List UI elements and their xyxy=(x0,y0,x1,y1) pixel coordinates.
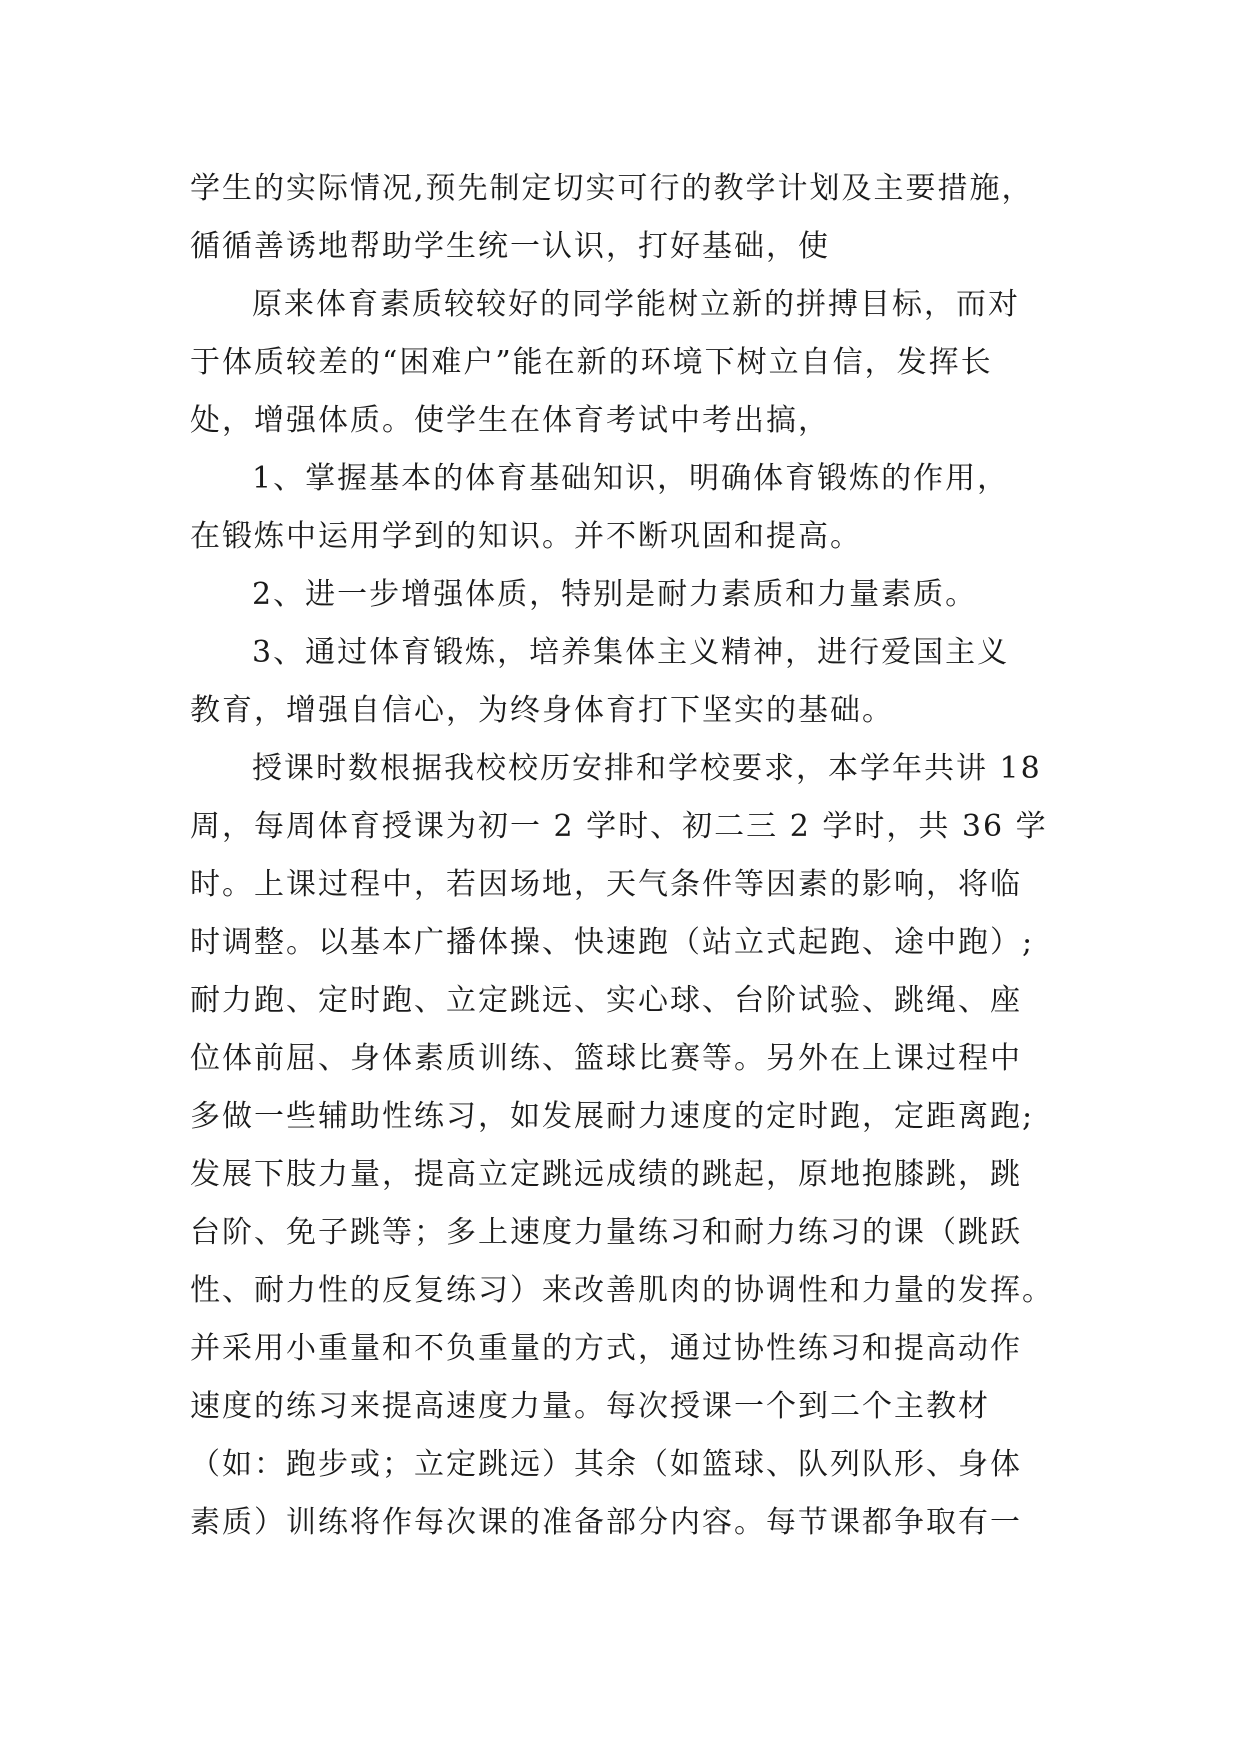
text-line: 处，增强体质。使学生在体育考试中考出搞， xyxy=(190,403,830,438)
text-line: 学生的实际情况,预先制定切实可行的教学计划及主要措施， xyxy=(190,171,1034,206)
text-line: 在锻炼中运用学到的知识。并不断巩固和提高。 xyxy=(190,519,862,554)
text-line: 1、掌握基本的体育基础知识，明确体育锻炼的作用， xyxy=(252,461,1010,496)
text-line: 教育，增强自信心，为终身体育打下坚实的基础。 xyxy=(190,693,894,728)
text-line: 时。上课过程中，若因场地，天气条件等因素的影响，将临 xyxy=(190,867,1022,902)
text-line: 周，每周体育授课为初一 2 学时、初二三 2 学时，共 36 学 xyxy=(190,809,1048,844)
text-line: 台阶、免子跳等；多上速度力量练习和耐力练习的课（跳跃 xyxy=(190,1215,1022,1250)
text-line: 循循善诱地帮助学生统一认识，打好基础，使 xyxy=(190,229,830,264)
text-line: 时调整。以基本广播体操、快速跑（站立式起跑、途中跑）; xyxy=(190,925,1035,960)
text-line: 授课时数根据我校校历安排和学校要求，本学年共讲 18 xyxy=(252,751,1042,786)
text-line: 于体质较差的“困难户”能在新的环境下树立自信，发挥长 xyxy=(190,345,993,380)
text-line: 素质）训练将作每次课的准备部分内容。每节课都争取有一 xyxy=(190,1505,1022,1540)
text-line: 发展下肢力量，提高立定跳远成绩的跳起，原地抱膝跳，跳 xyxy=(190,1157,1022,1192)
text-line: 并采用小重量和不负重量的方式，通过协性练习和提高动作 xyxy=(190,1331,1022,1366)
document-body xyxy=(190,160,1070,1552)
text-line: 速度的练习来提高速度力量。每次授课一个到二个主教材 xyxy=(190,1389,990,1424)
text-line: 耐力跑、定时跑、立定跳远、实心球、台阶试验、跳绳、座 xyxy=(190,983,1022,1018)
text-line: 性、耐力性的反复练习）来改善肌肉的协调性和力量的发挥。 xyxy=(190,1273,1054,1308)
text-line: 3、通过体育锻炼，培养集体主义精神，进行爱国主义 xyxy=(252,635,1010,670)
text-line: 2、进一步增强体质，特别是耐力素质和力量素质。 xyxy=(252,577,978,612)
text-line: 多做一些辅助性练习，如发展耐力速度的定时跑，定距离跑; xyxy=(190,1099,1035,1134)
text-line: （如：跑步或；立定跳远）其余（如篮球、队列队形、身体 xyxy=(190,1447,1022,1482)
text-line: 位体前屈、身体素质训练、篮球比赛等。另外在上课过程中 xyxy=(190,1041,1022,1076)
text-line: 原来体育素质较较好的同学能树立新的拼搏目标，而对 xyxy=(252,287,1020,322)
